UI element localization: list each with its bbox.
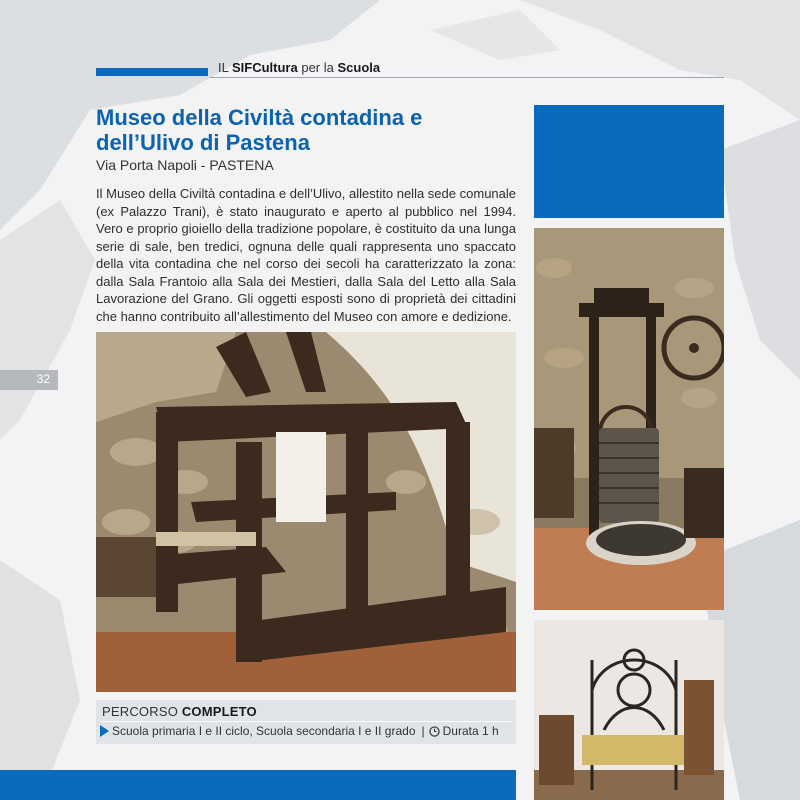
olive-press-photo: [534, 228, 724, 610]
museum-title: Museo della Civiltà contadina e dell’Ulivo di Pastena: [96, 105, 423, 155]
clock-icon: [429, 726, 440, 737]
percorso-schools: Scuola primaria I e II ciclo, Scuola secondaria I e II grado: [112, 724, 416, 738]
footer-accent-bar: [0, 770, 516, 800]
museum-description: Il Museo della Civiltà contadina e dell’Ulivo, allestito nella sede comunale (ex Palazzo Trani), è stato inaugurato e aperto al pubblico nel 1994. Vero e proprio gioiello della tradizione popolare, è costituito da una lunga serie di sale, ben tredici, ognuna delle quali rappresenta uno spaccato della vita contadina che nel corso dei secoli ha caratterizzato la zona: dalla Sala Frantoio alla Sala dei Mestieri, dalla Sala del Letto alla Sala Lavorazione del Grano. Gli oggetti esposti sono di proprietà dei cittadini che hanno contribuito all’allestimento del Museo con amore e dedizione.: [96, 186, 516, 324]
percorso-type: COMPLETO: [181, 704, 257, 719]
wrought-iron-bed-photo: [534, 620, 724, 800]
percorso-info-box: [96, 700, 516, 744]
header-accent-bar: [96, 68, 208, 76]
blue-decorative-block: [534, 105, 724, 218]
page-number-tab: [0, 370, 58, 390]
header-brand: SIFCultura: [231, 60, 298, 75]
play-triangle-icon: [100, 725, 109, 737]
header-section: Scuola: [337, 60, 381, 75]
header-middle: per la: [301, 60, 334, 75]
museum-address: Via Porta Napoli - PASTENA: [96, 157, 274, 173]
header-prefix: IL: [218, 60, 229, 75]
header-title: [218, 60, 380, 75]
loom-photo: [96, 332, 516, 692]
info-divider: [100, 721, 512, 722]
percorso-duration: Durata 1 h: [442, 724, 499, 738]
header-rule: [210, 77, 724, 78]
percorso-separator: |: [421, 724, 425, 738]
percorso-details: [100, 724, 499, 738]
page-number: 32: [36, 372, 50, 386]
percorso-label: PERCORSO: [102, 704, 179, 719]
percorso-heading: [102, 704, 257, 719]
